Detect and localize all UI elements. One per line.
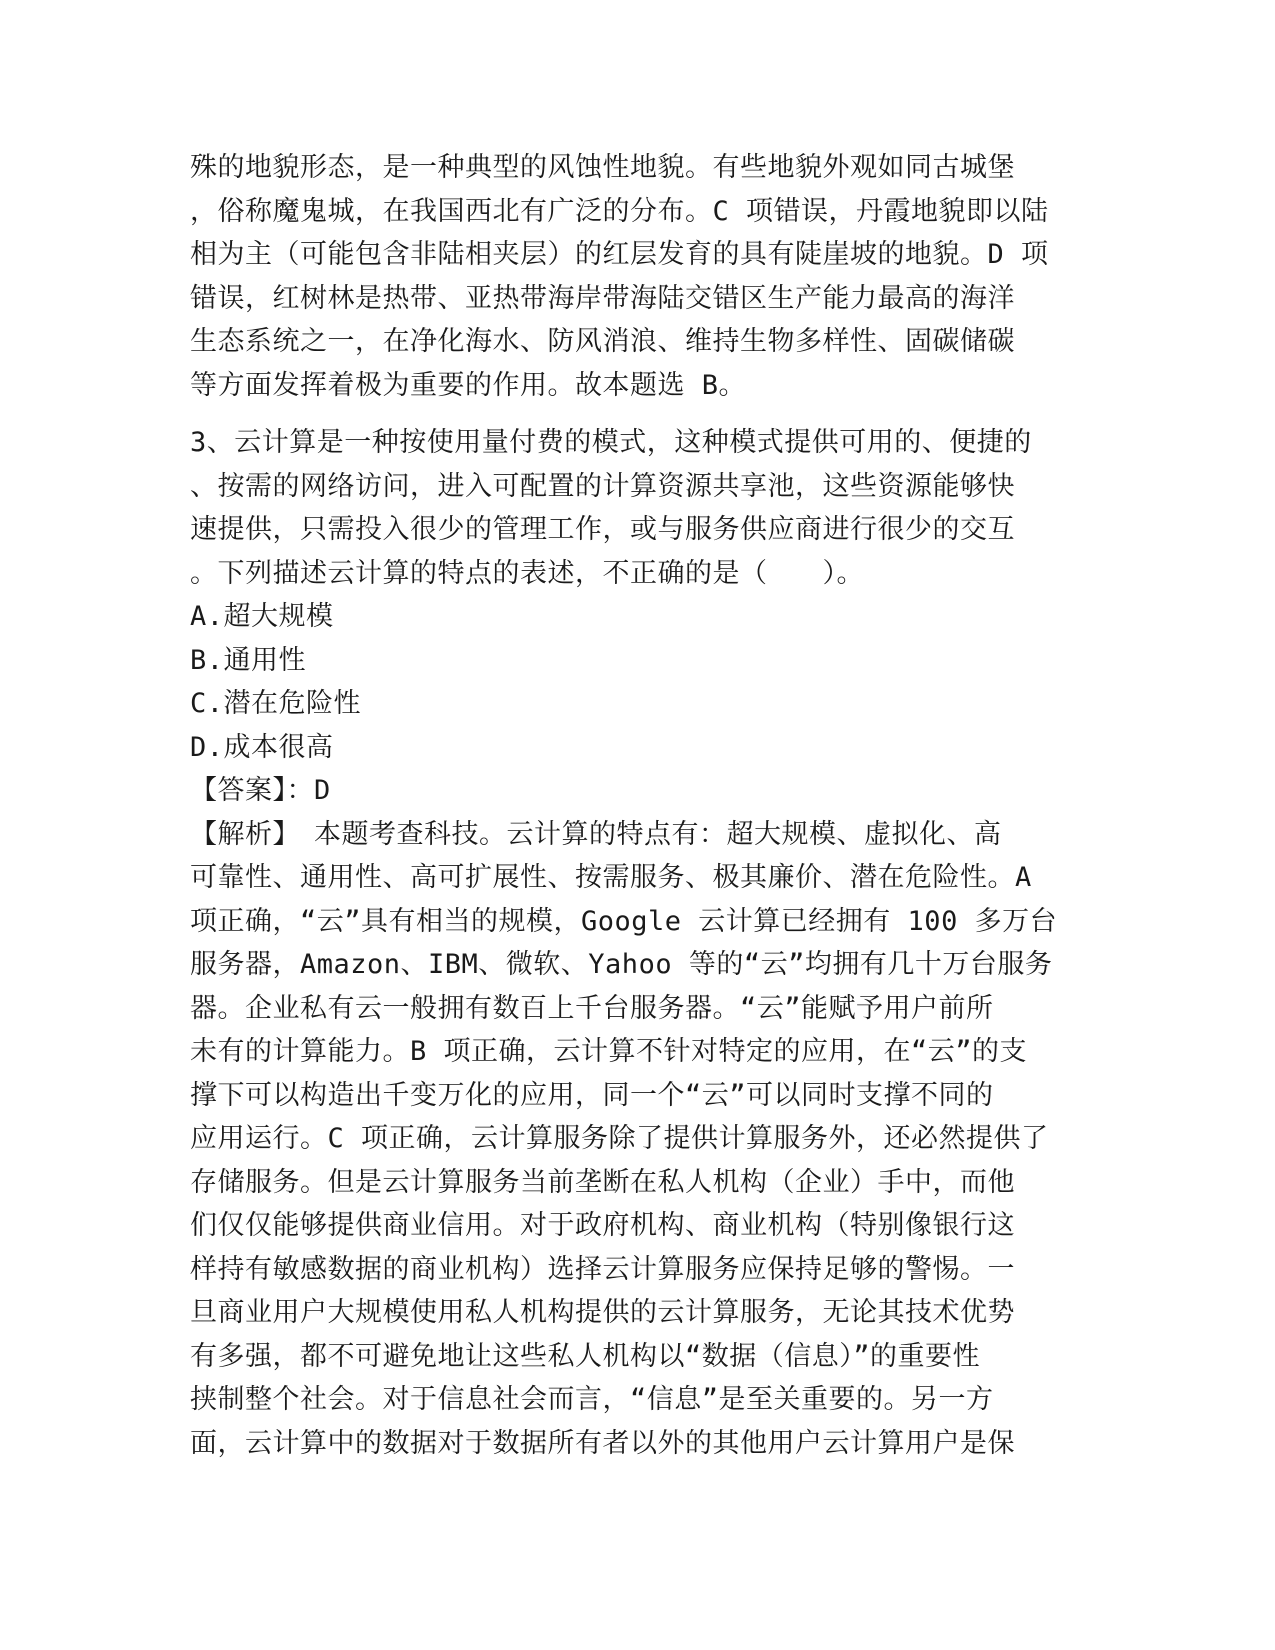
option-a: A.超大规模 <box>190 601 334 632</box>
text-line: 生态系统之一，在净化海水、防风消浪、维持生物多样性、固碳储碳 <box>190 326 1015 357</box>
text-line: 等方面发挥着极为重要的作用。故本题选 B。 <box>190 369 747 401</box>
text-line: 速提供，只需投入很少的管理工作，或与服务供应商进行很少的交互 <box>190 514 1015 545</box>
document-page <box>190 146 1090 1465</box>
text-line: 有多强，都不可避免地让这些私人机构以“数据（信息）”的重要性 <box>190 1340 981 1372</box>
text-line: 3、云计算是一种按使用量付费的模式，这种模式提供可用的、便捷的 <box>190 427 1032 458</box>
option-d: D.成本很高 <box>190 731 334 763</box>
text-line: 存储服务。但是云计算服务当前垄断在私人机构（企业）手中，而他 <box>190 1166 1015 1198</box>
text-line: 面，云计算中的数据对于数据所有者以外的其他用户云计算用户是保 <box>190 1427 1015 1459</box>
answer <box>190 769 1090 813</box>
text-line: 相为主（可能包含非陆相夹层）的红层发育的具有陡崖坡的地貌。D 项 <box>190 239 1049 270</box>
previous-explanation <box>190 146 1090 407</box>
text-line: 挟制整个社会。对于信息社会而言，“信息”是至关重要的。另一方 <box>190 1384 994 1415</box>
answer-line: 【答案】：D <box>190 775 331 806</box>
text-line: 。下列描述云计算的特点的表述，不正确的是（ ）。 <box>190 557 864 589</box>
text-line: 们仅仅能够提供商业信用。对于政府机构、商业机构（特别像银行这 <box>190 1210 1015 1241</box>
text-line: 错误，红树林是热带、亚热带海岸带海陆交错区生产能力最高的海洋 <box>190 282 1015 314</box>
text-line: 器。企业私有云一般拥有数百上千台服务器。“云”能赋予用户前所 <box>190 992 994 1024</box>
question-options <box>190 595 1090 769</box>
text-line: 项正确，“云”具有相当的规模，Google 云计算已经拥有 100 多万台 <box>190 905 1058 937</box>
option-b: B.通用性 <box>190 644 307 676</box>
text-line: 、按需的网络访问，进入可配置的计算资源共享池，这些资源能够快 <box>190 470 1015 502</box>
paragraph-gap <box>190 407 1090 421</box>
text-line: 殊的地貌形态，是一种典型的风蚀性地貌。有些地貌外观如同古城堡 <box>190 152 1015 183</box>
text-line: 可靠性、通用性、高可扩展性、按需服务、极其廉价、潜在危险性。A <box>190 862 1032 893</box>
text-line: 旦商业用户大规模使用私人机构提供的云计算服务，无论其技术优势 <box>190 1297 1015 1328</box>
text-line: 撑下可以构造出千变万化的应用，同一个“云”可以同时支撑不同的 <box>190 1079 994 1111</box>
text-line: 【解析】 本题考查科技。云计算的特点有：超大规模、虚拟化、高 <box>190 818 1002 850</box>
analysis <box>190 813 1090 1466</box>
text-line: 未有的计算能力。B 项正确，云计算不针对特定的应用，在“云”的支 <box>190 1036 1028 1067</box>
text-line: 样持有敏感数据的商业机构）选择云计算服务应保持足够的警惕。一 <box>190 1253 1015 1285</box>
text-line: ，俗称魔鬼城，在我国西北有广泛的分布。C 项错误，丹霞地貌即以陆 <box>190 195 1049 227</box>
text-line: 服务器，Amazon、IBM、微软、Yahoo 等的“云”均拥有几十万台服务 <box>190 949 1053 980</box>
question-stem <box>190 421 1090 595</box>
option-c: C.潜在危险性 <box>190 688 362 719</box>
text-line: 应用运行。C 项正确，云计算服务除了提供计算服务外，还必然提供了 <box>190 1123 1049 1154</box>
